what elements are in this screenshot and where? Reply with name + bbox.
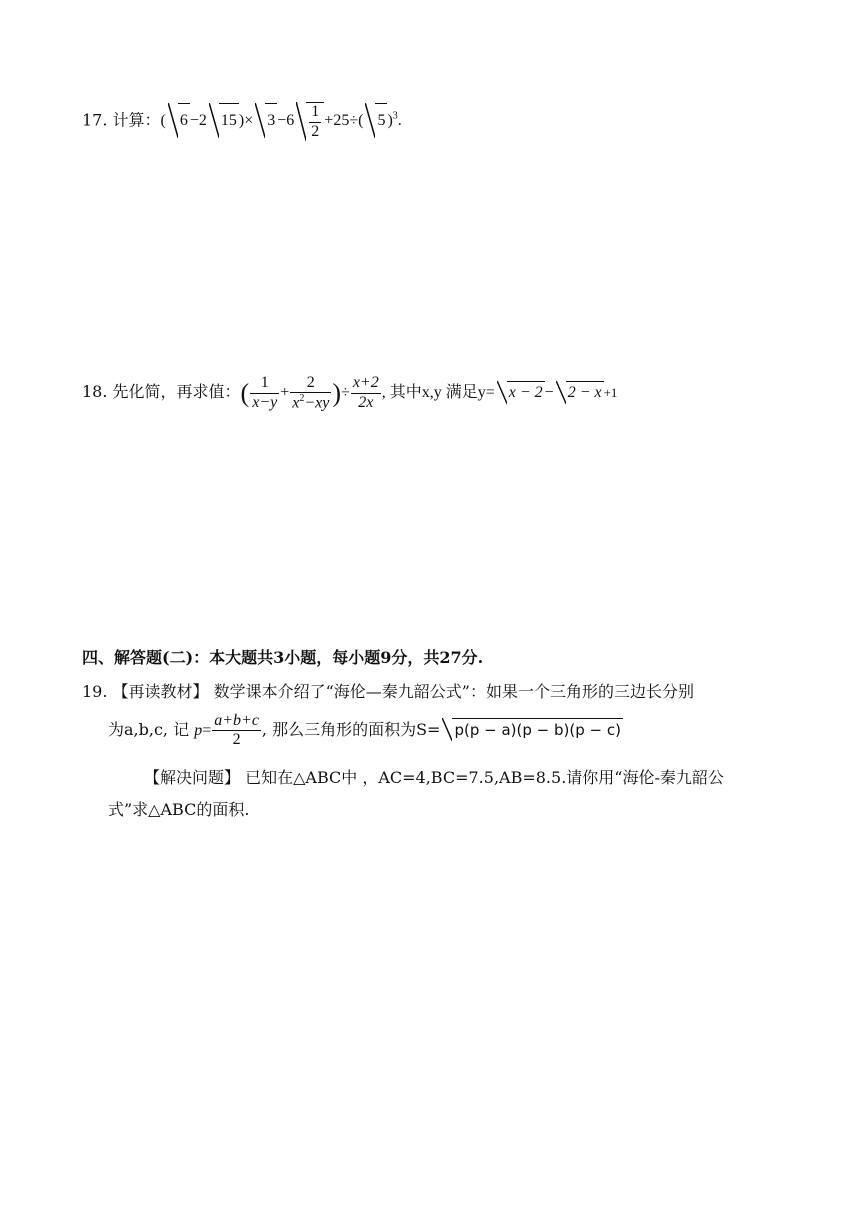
sqrt-6: 6 — [168, 103, 190, 138]
question-17 — [82, 100, 402, 144]
question-18 — [82, 368, 617, 416]
fraction-semi-perimeter: $\frac{a+b+c}{2}$ — [214, 711, 259, 748]
sqrt-x-minus-2: x − 2 — [497, 381, 545, 404]
sqrt-heron-formula: p(p − a)(p − b)(p − c) — [442, 718, 622, 741]
question-17-label: 17. 计算： — [82, 110, 161, 130]
sqrt-3: 3 — [255, 103, 277, 138]
sqrt-half — [296, 102, 324, 141]
question-19-line-3: 【解决问题】 已知在△ABC中 ，AC=4,BC=7.5,AB=8.5.请你用“海伦-秦九韶公 — [144, 768, 724, 787]
sqrt-5: 5 — [365, 103, 387, 138]
fraction-2-over-x2-minus-xy: $\frac{2}{x^2-xy}$ — [292, 373, 330, 412]
question-19-line-1: 19. 【再读教材】 数学课本介绍了“海伦—秦九韶公式”：如果一个三角形的三边长分别 — [82, 682, 694, 701]
question-19-line-2: 为a,b,c, 记 p= $\frac{a+b+c}{2}$ , 那么三角形的面积为S= p(p − a)(p − b)(p − c) — [108, 711, 621, 748]
fraction-1-over-x-minus-y: $\frac{1}{x-y}$ — [252, 374, 278, 411]
question-18-expression: ( $\frac{1}{x-y}$ + $\frac{2}{x^2-xy}$ )÷ $\frac{x+2}{2x}$ , 其中x,y 满足y= x − 2 − 2 − x +1 — [240, 373, 618, 412]
question-17-expression: ( 6 −2 15 )× 3 −6 $\frac{1}{2}$ +25÷( 5 )$^3$. — [160, 103, 402, 140]
sqrt-2-minus-x: 2 − x — [556, 381, 604, 404]
section-heading: 四、解答题(二)：本大题共3小题，每小题9分，共27分. — [82, 648, 484, 667]
fraction-half: $\frac{1}{2}$ — [311, 103, 320, 140]
question-18-label: 18. 先化简，再求值： — [82, 382, 241, 401]
question-19-line-4: 式”求△ABC的面积. — [108, 800, 250, 819]
fraction-x-plus-2-over-2x: $\frac{x+2}{2x}$ — [352, 374, 379, 411]
sqrt-15: 15 — [209, 103, 239, 138]
